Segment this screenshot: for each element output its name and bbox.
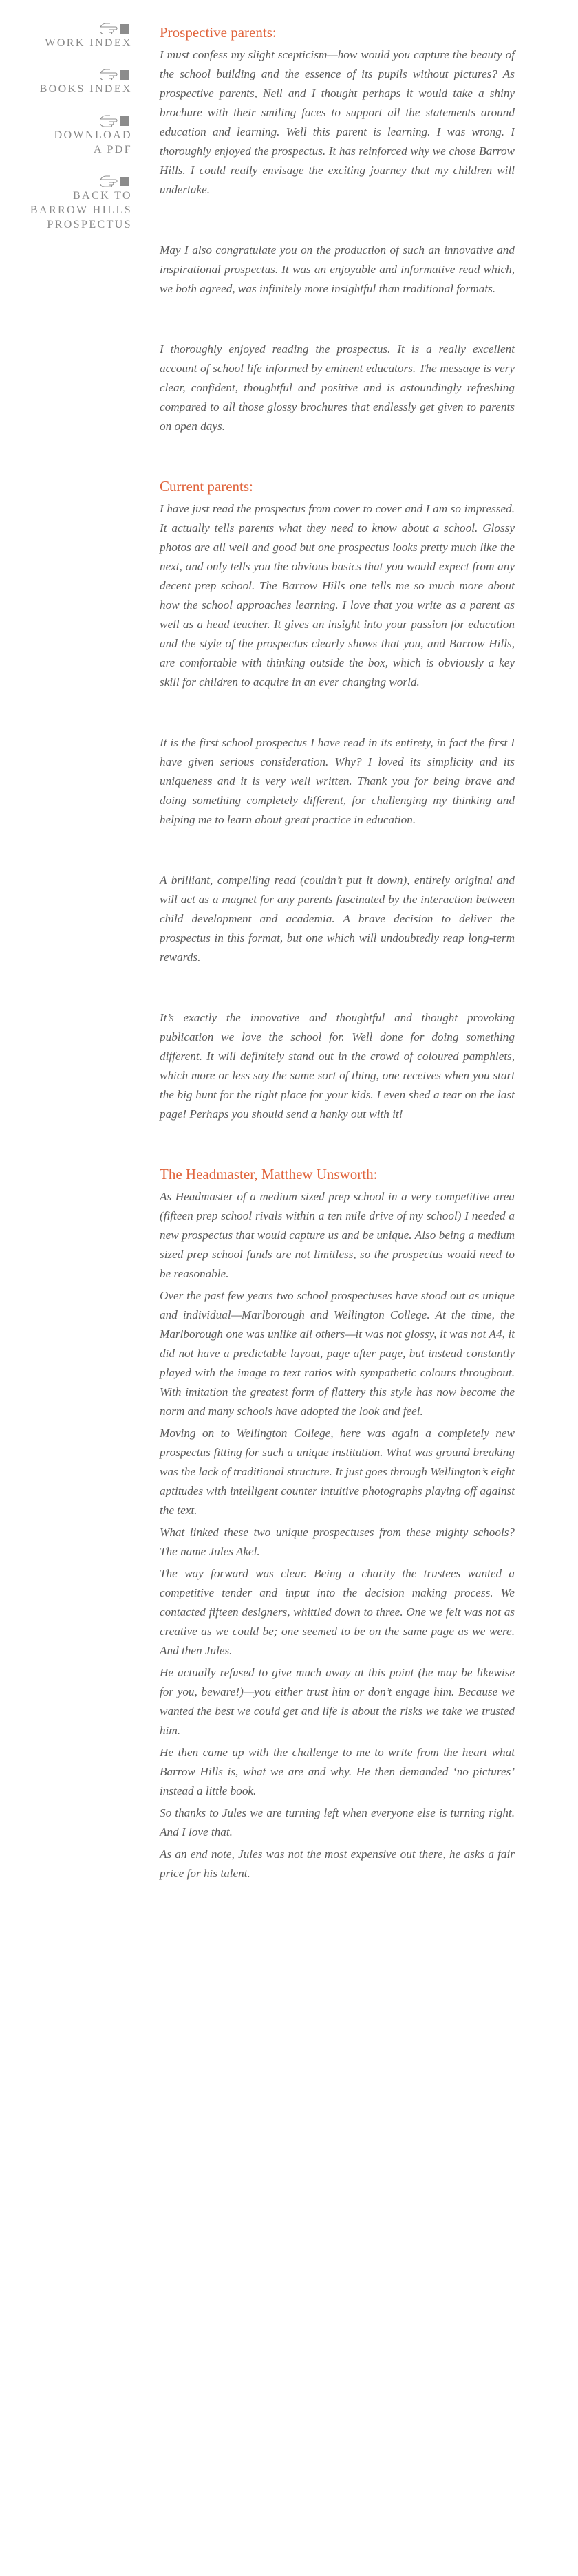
pointing-hand-icon	[0, 67, 132, 80]
pointing-hand-icon	[0, 113, 132, 127]
headmaster-paragraph: Moving on to Wellington College, here was again a completely new prospectus fitting for such a unique institution. What was ground breaking was the lack of traditional structure. It just goes through Wellington’s eight aptitudes with intelligent counter intuitive photographs playing off against the text.	[160, 1427, 515, 1517]
headmaster-paragraph: So thanks to Jules we are turning left when everyone else is turning right. And I love that.	[160, 1806, 515, 1839]
sidebar-nav	[0, 21, 132, 247]
headmaster-paragraph: He then came up with the challenge to me to write from the heart what Barrow Hills is, what we are and why. He then demanded ‘no pictures’ instead a little book.	[160, 1746, 515, 1797]
nav-work-index[interactable]	[0, 21, 132, 50]
headmaster-paragraph: What linked these two unique prospectuses from these mighty schools? The name Jules Akel.	[160, 1526, 515, 1558]
current-parents-section	[160, 477, 515, 1124]
nav-books-index[interactable]	[0, 67, 132, 96]
nav-download-pdf-label-2: A PDF	[93, 144, 132, 155]
testimonial-quote: It is the first school prospectus I have read in its entirety, in fact the first I have given serious consideration. Why? I loved its simplicity and its uniqueness and it is very well written. Thank you for being brave and doing something completely different, for challenging my thinking and helping me to learn about great practice in education.	[160, 736, 515, 826]
main-content	[160, 23, 515, 1886]
pointing-hand-icon	[0, 21, 132, 34]
section-heading: Prospective parents:	[160, 24, 277, 41]
testimonial-quote: It’s exactly the innovative and thoughtful and thought provoking publication we love the school for. Well done for doing something different. It will definitely stand out in the crowd of coloured pamphlets, which more or less say the same sort of thing, one receives when you start the big hunt for the right place for your kids. I even shed a tear on the last page! Perhaps you should send a hanky out with it!	[160, 1011, 515, 1121]
prospective-parents-section	[160, 23, 515, 436]
testimonial-quote: I thoroughly enjoyed reading the prospectus. It is a really excellent account of school life informed by eminent educators. The message is very clear, confident, thoughtful and positive and is astoundingly refreshing compared to all those glossy brochures that endlessly get given to parents on open days.	[160, 343, 515, 433]
nav-books-index-label: BOOKS INDEX	[39, 83, 132, 95]
testimonial-quote: I have just read the prospectus from cover to cover and I am so impressed. It actually tells parents what they need to know about a school. Glossy photos are all well and good but one prospectus looks pretty much like the next, and only tells you the obvious basics that you would expect from any decent prep school. The Barrow Hills one tells me so much more about how the school approaches learning. I love that you write as a parent as well as a head teacher. It gives an insight into your passion for education and the style of the prospectus clearly shows that you, and Barrow Hills, are comfortable with thinking outside the box, which is obviously a key skill for children to acquire in an ever changing world.	[160, 502, 515, 689]
nav-back-to-prospectus[interactable]	[0, 173, 132, 232]
nav-download-pdf-label: DOWNLOAD	[54, 129, 132, 141]
headmaster-paragraph: As an end note, Jules was not the most expensive out there, he asks a fair price for his talent.	[160, 1848, 515, 1880]
headmaster-paragraph: Over the past few years two school prospectuses have stood out as unique and individual—Marlborough and Wellington College. At the time, the Marlborough one was unlike all others—it was not glossy, it was not A4, it did not have a predictable layout, page after page, but instead constantly played with the image to text ratios with sympathetic colours throughout. With imitation the greatest form of flattery this style has now become the norm and many schools have adopted the look and feel.	[160, 1289, 515, 1418]
headmaster-paragraph: The way forward was clear. Being a charity the trustees wanted a competitive tender and input into the decision making process. We contacted fifteen designers, whittled down to three. One we felt was not as creative as we could be; one seemed to be on the same page as we were. And then Jules.	[160, 1567, 515, 1657]
nav-work-index-label: WORK INDEX	[45, 37, 132, 49]
headmaster-paragraph: As Headmaster of a medium sized prep school in a very competitive area (fifteen prep school rivals within a ten mile drive of my school) I needed a new prospectus that would capture us and be unique. Also being a medium sized prep school funds are not limitless, so the prospectus would need to be reasonable.	[160, 1190, 515, 1280]
nav-download-pdf[interactable]	[0, 113, 132, 157]
testimonial-quote: A brilliant, compelling read (couldn’t put it down), entirely original and will act as a magnet for any parents fascinated by the interaction between child development and academia. A brave decision to deliver the prospectus in this format, but one which will undoubtedly reap long-term rewards.	[160, 874, 515, 964]
nav-back-label-1: BACK TO	[72, 190, 132, 202]
nav-back-label-3: PROSPECTUS	[47, 219, 132, 230]
headmaster-section	[160, 1165, 515, 1883]
section-heading: Current parents:	[160, 478, 253, 495]
section-heading: The Headmaster, Matthew Unsworth:	[160, 1166, 378, 1182]
testimonial-quote: I must confess my slight scepticism—how would you capture the beauty of the school building and the essence of its pupils without pictures? As prospective parents, Neil and I thought perhaps it would take a shiny brochure with their smiling faces to support all the statements around education and learning. Well this parent is learning. I was wrong. I thoroughly enjoyed the prospectus. It has reinforced why we chose Barrow Hills. I could really envisage the exciting journey that my children will undertake.	[160, 48, 515, 196]
headmaster-paragraph: He actually refused to give much away at this point (he may be likewise for you, beware!)—you either trust him or don’t engage him. Because we wanted the best we could get and life is about the risks we take we trusted him.	[160, 1666, 515, 1737]
pointing-hand-icon	[0, 173, 132, 187]
nav-back-label-2: BARROW HILLS	[30, 204, 132, 216]
testimonial-quote: May I also congratulate you on the production of such an innovative and inspirational prospectus. It was an enjoyable and informative read which, we both agreed, was infinitely more insightful than traditional formats.	[160, 243, 515, 295]
